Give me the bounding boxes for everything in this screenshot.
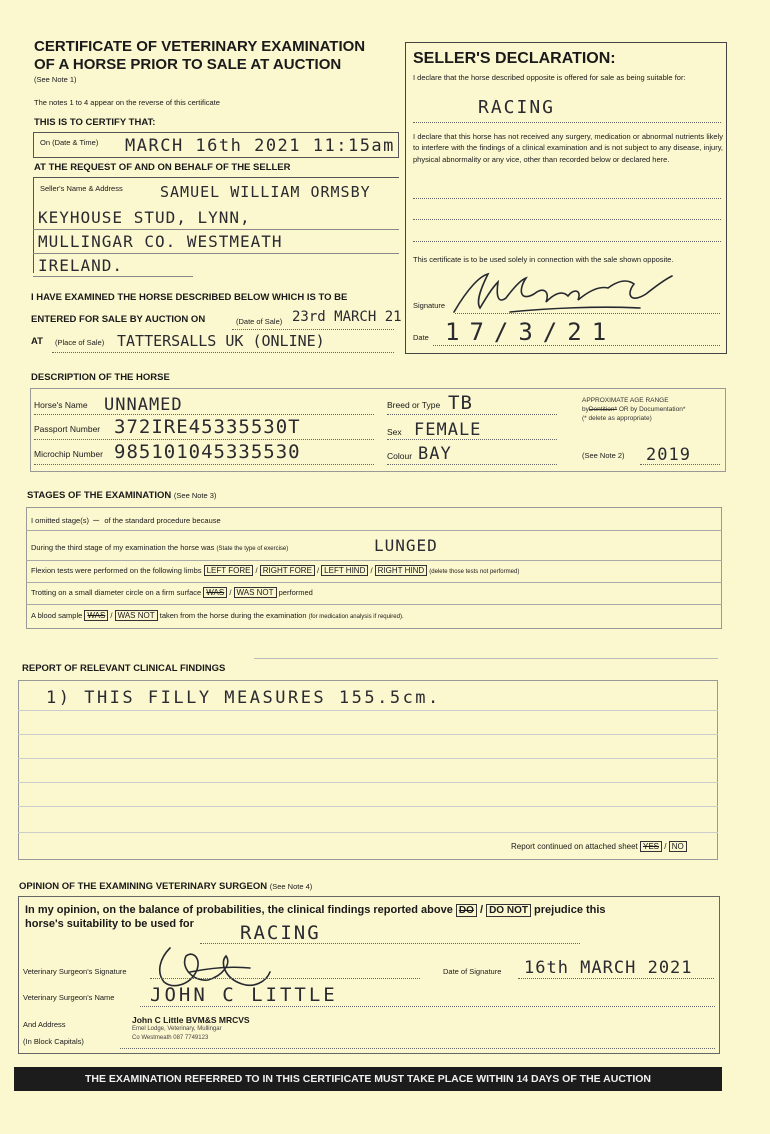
breed-value: TB — [448, 392, 473, 414]
seller-label: Seller's Name & Address — [40, 184, 123, 193]
passport-number-value: 372IRE45335530T — [114, 416, 301, 438]
seller-line2: KEYHOUSE STUD, LYNN, — [38, 208, 251, 227]
opinion-do-not: DO NOT — [486, 904, 531, 917]
horse-name-value: UNNAMED — [104, 395, 183, 415]
trotting-was-struck: WAS — [203, 587, 227, 598]
seller-line3: MULLINGAR CO. WESTMEATH — [38, 232, 283, 251]
seller-signature-label: Signature — [413, 301, 446, 310]
breed-label: Breed or Type — [387, 400, 441, 410]
opinion-do-struck: DO — [456, 904, 477, 917]
microchip-number-value: 985101045335530 — [114, 441, 301, 463]
limb-left-hind: LEFT HIND — [321, 565, 368, 576]
seller-line4: IRELAND. — [38, 256, 124, 275]
at-label: AT — [31, 336, 43, 347]
seller-date-label: Date — [413, 333, 429, 342]
blood-was-struck: WAS — [84, 610, 108, 621]
omitted-row: I omitted stage(s) — of the standard procedure because — [31, 515, 221, 526]
age-by: by — [582, 406, 589, 413]
footer-banner: THE EXAMINATION REFERRED TO IN THIS CERTIFICATE MUST TAKE PLACE WITHIN 14 DAYS OF THE AUCTION — [14, 1067, 722, 1091]
seller-declaration-text3: This certificate is to be used solely in connection with the sale shown opposite. — [413, 255, 674, 264]
limb-right-fore: RIGHT FORE — [260, 565, 315, 576]
age-value: 2019 — [646, 445, 691, 465]
seller-line1: SAMUEL WILLIAM ORMSBY — [160, 183, 371, 201]
vet-name-value: JOHN C LITTLE — [150, 984, 338, 1006]
third-stage-row: During the third stage of my examination the horse was (State the type of exercise) — [31, 543, 289, 552]
vet-signature-label: Veterinary Surgeon's Signature — [23, 967, 127, 976]
seller-signature-icon — [450, 268, 690, 318]
age-line1: APPROXIMATE AGE RANGE — [582, 397, 669, 404]
flexion-row: Flexion tests were performed on the following limbs LEFT FORE / RIGHT FORE / LEFT HIND / RIGHT HIND (delete those tests not performed) — [31, 566, 520, 575]
seller-declaration-title: SELLER'S DECLARATION: — [413, 50, 616, 67]
horse-name-label: Horse's Name — [34, 400, 88, 410]
age-see-note-2: (See Note 2) — [582, 451, 625, 460]
age-range-label — [582, 396, 685, 423]
examined-line1: I HAVE EXAMINED THE HORSE DESCRIBED BELOW WHICH IS TO BE — [31, 292, 348, 303]
opinion-title: OPINION OF THE EXAMINING VETERINARY SURGEON (See Note 4) — [19, 881, 313, 892]
examined-line2: ENTERED FOR SALE BY AUCTION ON — [31, 314, 206, 325]
passport-number-label: Passport Number — [34, 424, 101, 434]
description-title: DESCRIPTION OF THE HORSE — [31, 372, 170, 383]
age-documentation: OR by Documentation* — [618, 406, 686, 413]
report-continued: Report continued on attached sheet YES / NO — [511, 841, 687, 852]
trotting-row: Trotting on a small diameter circle on a firm surface WAS / WAS NOT performed — [31, 588, 313, 597]
seller-declaration-text1: I declare that the horse described opposite is offered for sale as being suitable for: — [413, 73, 686, 82]
certificate-title-line1: CERTIFICATE OF VETERINARY EXAMINATION — [34, 38, 366, 55]
vet-date-label: Date of Signature — [443, 967, 502, 976]
place-of-sale-label: (Place of Sale) — [55, 338, 105, 347]
opinion-text-line2: horse's suitability to be used for — [25, 918, 194, 930]
see-note-1: (See Note 1) — [34, 75, 77, 84]
date-of-sale-value: 23rd MARCH 21 — [292, 309, 402, 325]
third-stage-value: LUNGED — [374, 536, 438, 555]
blood-was-not: WAS NOT — [115, 610, 158, 621]
vet-name-label: Veterinary Surgeon's Name — [23, 993, 115, 1002]
opinion-suitability-value: RACING — [240, 922, 321, 944]
seller-declaration-text2: I declare that this horse has not received any surgery, medication or abnormal nutrients likely to interfere with the findings of a clinical examination and is not subject to any disease, injury, physical abnormality or any vice, other than recorded below or declared here. — [413, 132, 723, 164]
place-of-sale-value: TATTERSALLS UK (ONLINE) — [117, 332, 325, 350]
opinion-text-line1: In my opinion, on the balance of probabilities, the clinical findings reported above DO / DO NOT prejudice this — [25, 904, 606, 916]
vet-address-label: And Address (In Block Capitals) — [23, 1020, 84, 1046]
request-heading: AT THE REQUEST OF AND ON BEHALF OF THE SELLER — [34, 162, 291, 173]
certify-heading: THIS IS TO CERTIFY THAT: — [34, 117, 156, 128]
continued-yes-struck: YES — [640, 841, 662, 852]
report-finding-1: 1) THIS FILLY MEASURES 155.5cm. — [46, 688, 441, 708]
continued-no: NO — [669, 841, 687, 852]
certificate-title-line2: OF A HORSE PRIOR TO SALE AT AUCTION — [34, 56, 342, 73]
limb-right-hind: RIGHT HIND — [375, 565, 428, 576]
report-title: REPORT OF RELEVANT CLINICAL FINDINGS — [22, 663, 226, 674]
colour-label: Colour — [387, 451, 413, 461]
suitable-for-value: RACING — [478, 97, 556, 118]
vet-date-value: 16th MARCH 2021 — [524, 958, 693, 978]
trotting-was-not: WAS NOT — [234, 587, 277, 598]
on-date-value: MARCH 16th 2021 11:15am — [125, 136, 395, 156]
sex-label: Sex — [387, 427, 402, 437]
microchip-number-label: Microchip Number — [34, 449, 103, 459]
age-line3: (* delete as appropriate) — [582, 415, 652, 422]
sex-value: FEMALE — [414, 420, 482, 440]
date-of-sale-label: (Date of Sale) — [236, 317, 283, 326]
vet-address-stamp: John C Little BVM&S MRCVS Emel Lodge, Veterinary, Mullingar Co Westmeath 087 7749123 — [132, 1015, 250, 1041]
seller-date-value: 17/3/21 — [445, 318, 617, 346]
stages-title: STAGES OF THE EXAMINATION (See Note 3) — [27, 490, 217, 501]
blood-row: A blood sample WAS / WAS NOT taken from the horse during the examination (for medication analysis if required). — [31, 611, 404, 620]
age-dentition-struck: Dentition* — [588, 406, 618, 413]
limb-left-fore: LEFT FORE — [204, 565, 254, 576]
colour-value: BAY — [418, 444, 452, 464]
on-date-label: On (Date & Time) — [40, 138, 99, 147]
notes-reverse-text: The notes 1 to 4 appear on the reverse of this certificate — [34, 98, 220, 107]
